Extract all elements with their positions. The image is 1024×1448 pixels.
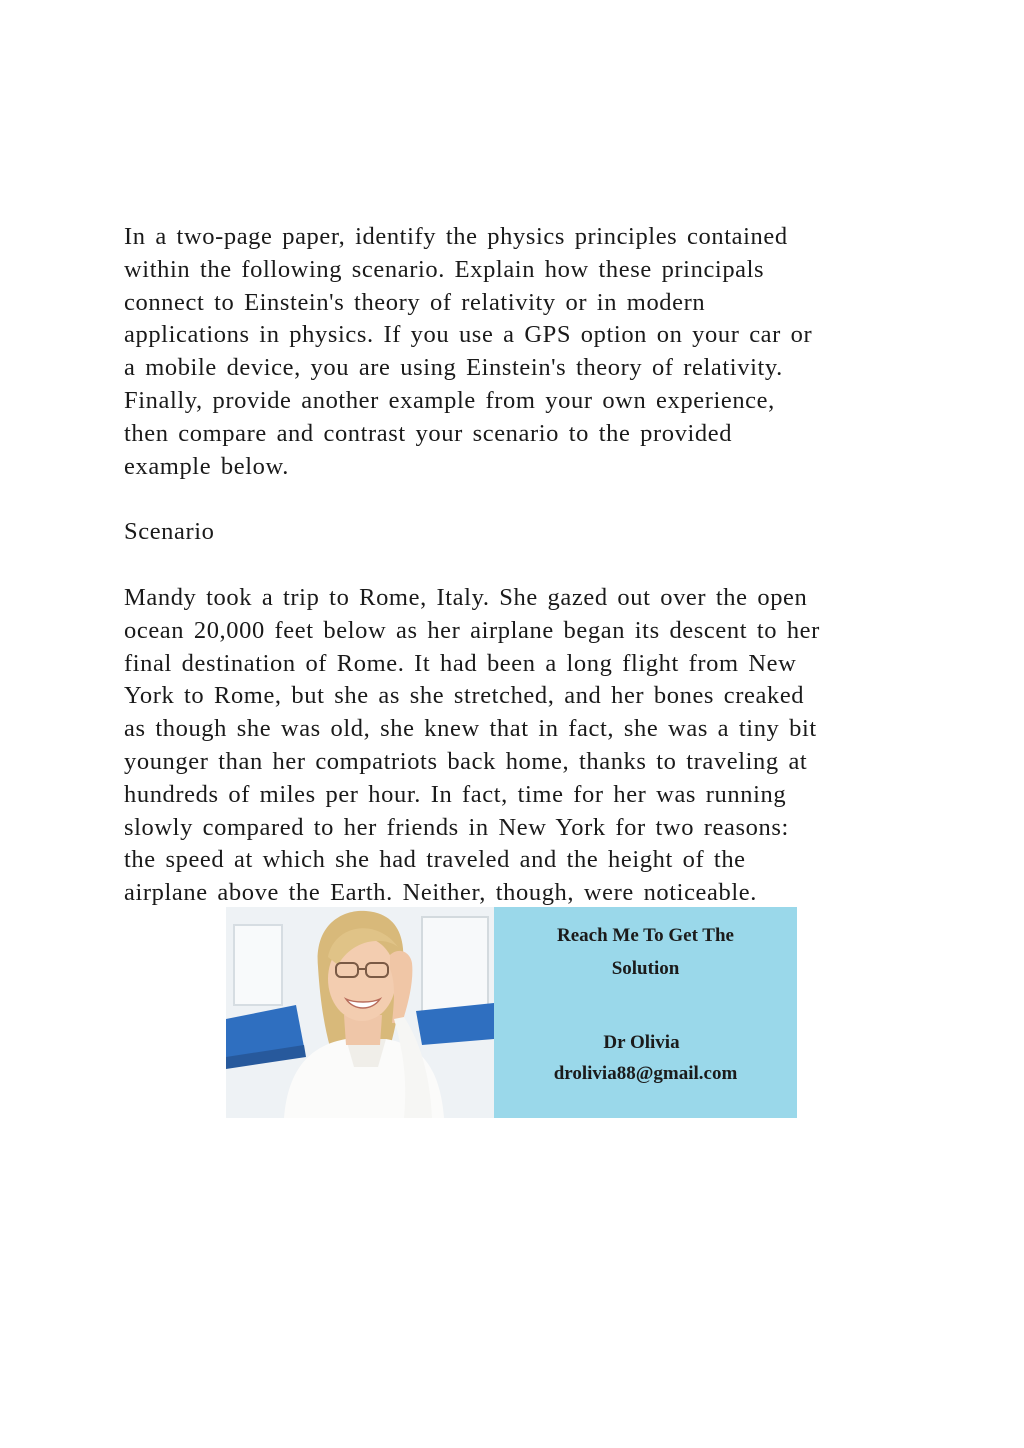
woman-photo [226,907,494,1118]
intro-line: applications in physics. If you use a GPS option on your car or [124,321,813,349]
intro-line: Finally, provide another example from your own experience, [124,386,775,414]
story-line: younger than her compatriots back home, thanks to traveling at [124,747,808,775]
contact-name: Dr Olivia [603,1032,680,1053]
story-line: slowly compared to her friends in New York for two reasons: [124,813,789,841]
story-line: final destination of Rome. It had been a long flight from New [124,649,797,677]
intro-line: connect to Einstein's theory of relativity or in modern [124,288,706,316]
intro-line: then compare and contrast your scenario to the provided [124,419,733,447]
intro-line: within the following scenario. Explain how these principals [124,255,765,283]
banner-headline-2: Solution [611,958,680,979]
story-line: the speed at which she had traveled and the height of the [124,846,746,874]
intro-line: In a two-page paper, identify the physics principles contained [124,223,788,250]
scenario-paragraph [124,582,914,910]
assignment-paragraph [124,221,914,483]
contact-banner [226,907,797,1118]
intro-line: example below. [124,452,289,480]
banner-headline: Reach Me To Get The [557,925,734,946]
scenario-heading: Scenario [124,518,215,545]
intro-line: a mobile device, you are using Einstein's theory of relativity. [124,354,783,382]
contact-panel [494,907,797,1118]
story-line: York to Rome, but she as she stretched, and her bones creaked [124,682,805,710]
story-line: airplane above the Earth. Neither, though, were noticeable. [124,879,757,907]
story-line: hundreds of miles per hour. In fact, time for her was running [124,780,787,808]
story-line: Mandy took a trip to Rome, Italy. She gazed out over the open [124,584,808,611]
woman-illustration [226,907,494,1118]
story-line: ocean 20,000 feet below as her airplane began its descent to her [124,616,820,644]
contact-email: drolivia88@gmail.com [553,1063,738,1084]
story-line: as though she was old, she knew that in fact, she was a tiny bit [124,715,817,743]
